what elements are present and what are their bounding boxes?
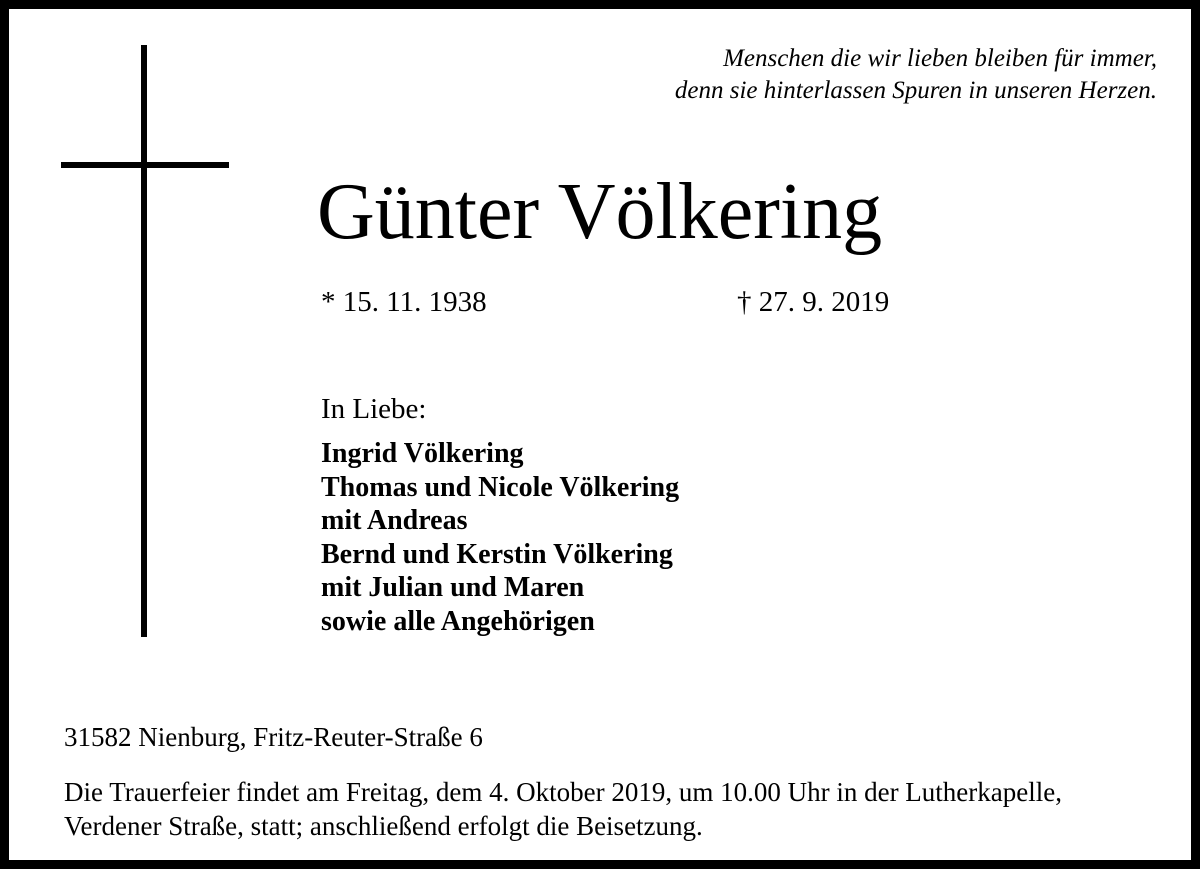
mourner-name: mit Julian und Maren — [321, 572, 585, 604]
cross-vertical-beam — [141, 45, 147, 637]
family-address: 31582 Nienburg, Fritz-Reuter-Straße 6 — [64, 722, 483, 752]
funeral-notice — [64, 775, 1164, 843]
motto-line: Menschen die wir lieben bleiben für immer, — [723, 45, 1157, 72]
motto-quote — [569, 43, 1157, 107]
death-date: † 27. 9. 2019 — [737, 286, 890, 318]
in-love-label: In Liebe: — [321, 393, 427, 425]
mourner-name: sowie alle Angehörigen — [321, 605, 595, 637]
deceased-name: Günter Völkering — [317, 168, 883, 256]
mourner-name: Bernd und Kerstin Völkering — [321, 538, 673, 570]
funeral-notice-line: Die Trauerfeier findet am Freitag, dem 4. Oktober 2019, um 10.00 Uhr in der Lutherkapelle, — [64, 777, 1062, 807]
mourner-name: Thomas und Nicole Völkering — [321, 471, 680, 503]
birth-date: * 15. 11. 1938 — [321, 286, 487, 318]
mourners-list — [321, 437, 679, 639]
funeral-notice-line: Verdener Straße, statt; anschließend erfolgt die Beisetzung. — [64, 811, 703, 841]
mourner-name: Ingrid Völkering — [321, 438, 524, 469]
mourner-name: mit Andreas — [321, 505, 468, 537]
cross-horizontal-beam — [61, 162, 229, 168]
motto-line: denn sie hinterlassen Spuren in unseren Herzen. — [674, 77, 1157, 104]
